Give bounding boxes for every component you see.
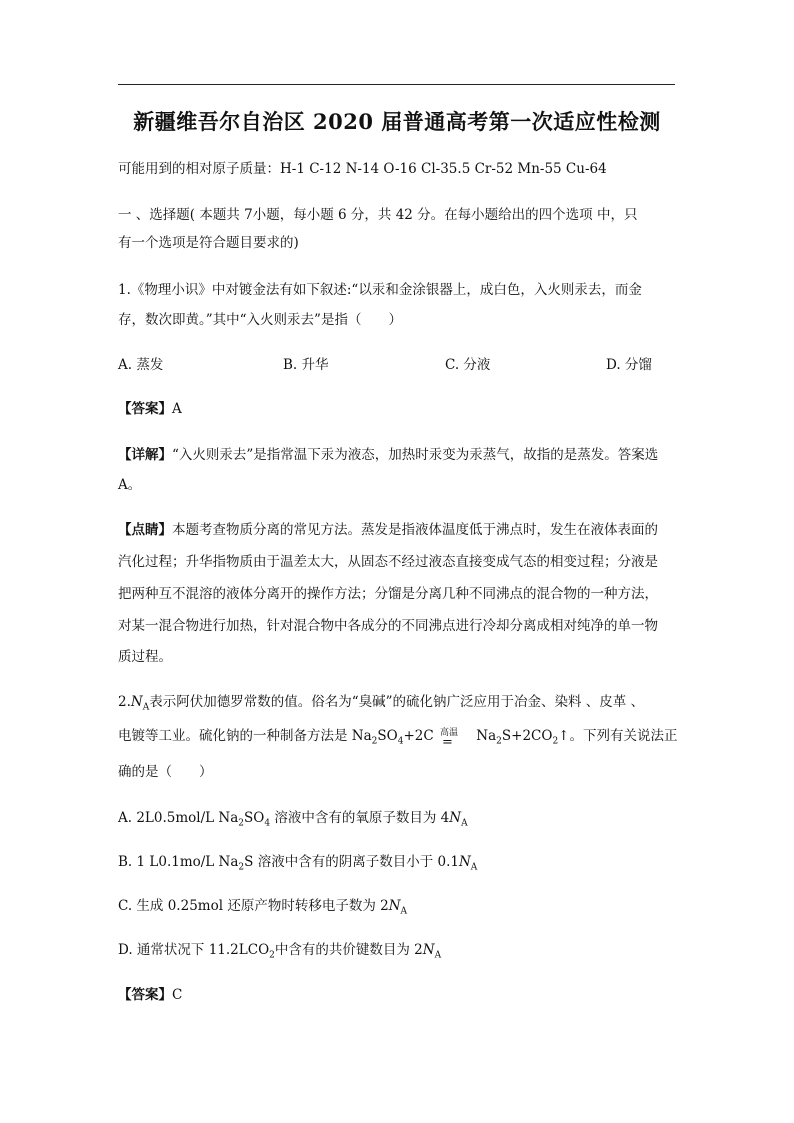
q2-condition-label: 高温 [439, 727, 458, 738]
q1-answer [118, 399, 182, 419]
q2-eq-sub-3: 2 [496, 736, 502, 747]
q1-comment-line-5: 质过程。 [118, 649, 172, 665]
q2-stem-line-2 [118, 726, 678, 750]
q2-option-a-na-sub: A [461, 818, 468, 829]
q2-option-a-na: N [449, 810, 462, 826]
q2-eq-part-c: +2C [403, 728, 434, 744]
q1-answer-label: 【答案】 [118, 401, 172, 417]
q2-stem-line-3: 确的是（ ） [118, 764, 213, 780]
q2-option-c-na: N [388, 898, 401, 914]
q1-answer-value: A [172, 401, 182, 417]
q2-eq-part-b: SO [377, 728, 398, 744]
q1-comment-text-1: 本题考查物质分离的常见方法。蒸发是指液体温度低于沸点时，发生在液体表面的 [172, 522, 658, 538]
q1-option-c: C. 分液 [445, 357, 491, 373]
q2-option-c-text-1: C. 生成 0.25mol 还原产物时转移电子数为 2 [118, 898, 389, 914]
q1-option-d: D. 分馏 [606, 357, 652, 373]
section-instruction-line-2: 有一个选项是符合题目要求的) [118, 235, 299, 251]
atomic-masses: 可能用到的相对原子质量：H-1 C-12 N-14 O-16 Cl-35.5 Cr-52 Mn-55 Cu-64 [118, 161, 607, 177]
q2-option-d-na-sub: A [434, 950, 442, 961]
q1-detail-line-2: A。 [118, 477, 142, 493]
q1-comment-line-1 [118, 520, 658, 540]
header-rule [118, 84, 675, 85]
q1-detail-line-1 [118, 445, 658, 465]
q1-detail-text-1: “入火则汞去”是指常温下汞为液态，加热时汞变为汞蒸气，故指的是蒸发。答案选 [172, 447, 659, 463]
q2-answer-value: C [172, 987, 183, 1003]
q2-option-d-text-1: D. 通常状况下 11.2LCO [118, 942, 270, 958]
q2-option-c [118, 896, 407, 916]
q2-option-b-text-1: B. 1 L0.1mo/L Na [118, 854, 239, 870]
q2-eq-sub-1: 2 [371, 736, 378, 747]
q1-comment-line-2: 汽化过程；升华指物质由于温差太大，从固态不经过液态直接变成气态的相变过程；分液是 [118, 554, 658, 570]
q2-option-a-text-2: SO [244, 810, 265, 826]
page-title: 新疆维吾尔自治区 2020 届普通高考第一次适应性检测 [133, 109, 661, 134]
q2-option-b-sub-1: 2 [238, 862, 245, 873]
q2-option-a-text-3: 溶液中含有的氧原子数目为 4 [270, 810, 450, 826]
q2-option-d [118, 940, 441, 960]
q2-na-subscript: A [142, 702, 150, 713]
q2-condition-equals: = [441, 734, 453, 750]
q2-option-b-na: N [458, 854, 471, 870]
q2-option-a-text-1: A. 2L0.5mol/L Na [118, 810, 239, 826]
q2-eq-part-f: ↑。下列有关说法正 [558, 728, 678, 744]
q2-option-d-sub-1: 2 [269, 950, 275, 961]
q1-comment-line-3: 把两种互不混溶的液体分离开的操作方法；分馏是分离几种不同沸点的混合物的一种方法， [118, 586, 658, 602]
q2-eq-part-e: S+2CO [501, 728, 553, 744]
q2-stem-line-1 [118, 692, 644, 712]
q1-option-b: B. 升华 [283, 357, 329, 373]
q1-comment-line-4: 对某一混合物进行加热，针对混合物中各成分的不同沸点进行冷却分离成相对纯净的单一物 [118, 618, 658, 634]
q2-option-a [118, 808, 468, 828]
q2-option-d-na: N [422, 942, 435, 958]
q2-answer [118, 985, 182, 1005]
q2-number: 2. [118, 694, 131, 710]
q2-option-b-text-2: S 溶液中含有的阴离子数目小于 0.1 [244, 854, 459, 870]
q1-stem-line-2: 存，数次即黄。”其中“入火则汞去”是指（ ） [118, 312, 402, 328]
q2-eq-sub-2: 4 [397, 736, 404, 747]
q2-na-symbol: N [130, 694, 143, 710]
q2-option-d-text-2: 中含有的共价键数目为 2 [274, 942, 423, 958]
q2-stem-text-1: 表示阿伏加德罗常数的值。俗名为“臭碱”的硫化钠广泛应用于冶金、染料 、皮革 、 [149, 694, 645, 710]
q2-eq-sub-4: 2 [552, 736, 559, 747]
q2-option-c-na-sub: A [400, 906, 408, 917]
q2-option-a-sub-1: 2 [238, 818, 245, 829]
q1-stem-line-1: 1.《物理小识》中对镀金法有如下叙述:“以汞和金涂银器上，成白色，入火则汞去，而金 [118, 282, 642, 298]
q1-comment-label: 【点睛】 [118, 522, 172, 538]
q1-option-a: A. 蒸发 [118, 357, 164, 373]
q2-eq-part-d: Na [476, 728, 497, 744]
q2-option-b-na-sub: A [470, 862, 478, 873]
q2-option-b [118, 852, 477, 872]
q2-eq-part-a: 电镀等工业。硫化钠的一种制备方法是 Na [118, 728, 372, 744]
q2-reaction-condition [438, 727, 472, 750]
q1-detail-label: 【详解】 [118, 447, 172, 463]
section-instruction-line-1: 一 、选择题( 本题共 7小题，每小题 6 分，共 42 分。在每小题给出的四个选项 中，只 [118, 207, 638, 223]
q2-option-a-sub-2: 4 [264, 818, 271, 829]
q2-answer-label: 【答案】 [118, 987, 172, 1003]
